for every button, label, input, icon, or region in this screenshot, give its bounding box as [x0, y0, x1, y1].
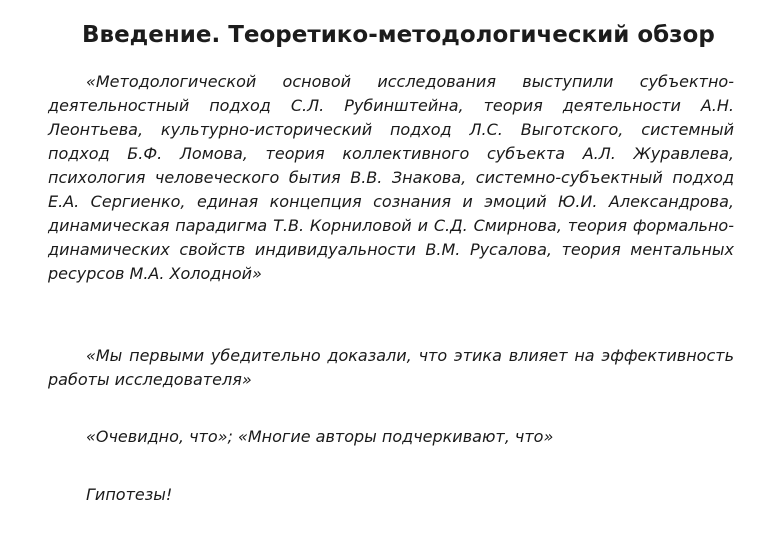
ethics-quote-paragraph: «Мы первыми убедительно доказали, что этика влияет на эффективность работы исследователя» — [48, 346, 734, 389]
slide-title: Введение. Теоретико-методологический обзор — [82, 22, 715, 48]
cliche-phrases-paragraph: «Очевидно, что»; «Многие авторы подчеркивают, что» — [86, 427, 554, 446]
hypotheses-paragraph: Гипотезы! — [86, 485, 173, 504]
methodology-quote-paragraph: «Методологической основой исследования выступили субъектно-деятельностный подход С.Л. Рубинштейна, теория деятельности А.Н. Леонтьева, культурно-исторический подход Л.С. Выготского, системный подход Б.Ф. Ломова, теория коллективного субъекта А.Л. Журавлева, психология человеческого бытия В.В. Знакова, системно-субъектный подход Е.А. Сергиенко, единая концепция сознания и эмоций Ю.И. Александрова, динамическая парадигма Т.В. Корниловой и С.Д. Смирнова, теория формально-динамических свойств индивидуальности В.М. Русалова, теория ментальных ресурсов М.А. Холодной» — [48, 72, 734, 283]
